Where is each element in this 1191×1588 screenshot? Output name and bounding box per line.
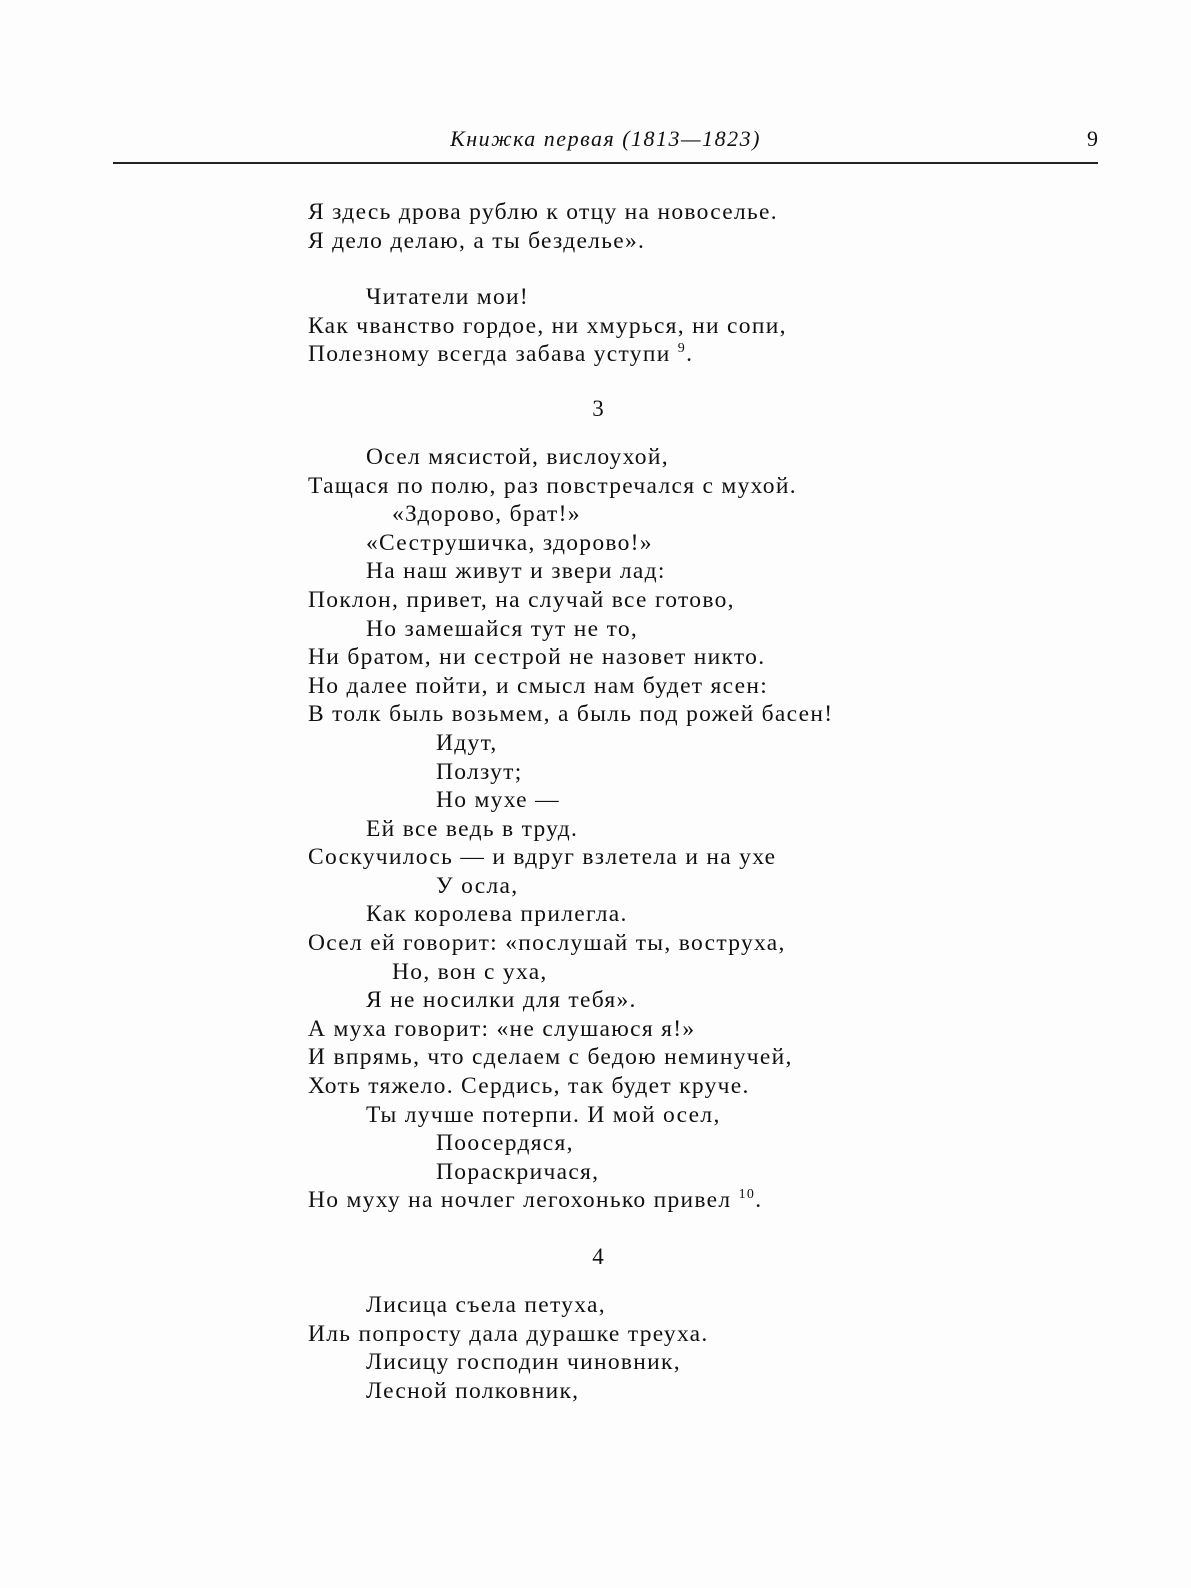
- header-divider: [113, 162, 1098, 164]
- section-number: 4: [592, 1244, 604, 1269]
- verse-line: Как чванство гордое, ни хмурься, ни сопи,: [308, 312, 787, 339]
- page-number: 9: [1087, 126, 1098, 151]
- verse-line: Тащася по полю, раз повстречался с мухой.: [308, 472, 797, 499]
- verse-line: Но, вон с уха,: [392, 958, 548, 985]
- footnote-marker: 9: [677, 341, 687, 357]
- verse-line: Иль попросту дала дурашке треуха.: [308, 1320, 709, 1347]
- section-number: 3: [592, 395, 604, 421]
- verse-line: Но мухе —: [436, 787, 560, 814]
- verse-line: Лисица съела петуха,: [366, 1292, 606, 1318]
- verse-line: На наш живут и звери лад:: [366, 558, 666, 585]
- verse-line: [308, 340, 1068, 369]
- verse-line: И впрямь, что сделаем с бедою неминучей,: [308, 1044, 793, 1071]
- verse-line: Хоть тяжело. Сердись, так будет круче.: [308, 1073, 750, 1100]
- verse-line: Пораскричася,: [436, 1158, 600, 1185]
- verse-line: [308, 1186, 1068, 1215]
- verse-line: Я дело делаю, а ты безделье».: [308, 227, 646, 254]
- verse-line: Как королева прилегла.: [366, 901, 628, 928]
- line-end-punctuation: .: [686, 341, 694, 368]
- verse-line: Но далее пойти, и смысл нам будет ясен:: [308, 672, 769, 699]
- verse-line: Осел ей говорит: «послушай ты, воструха,: [308, 930, 786, 957]
- verse-line: Читатели мои!: [366, 284, 530, 311]
- verse-line: «Сеструшичка, здорово!»: [366, 529, 653, 556]
- header-title: Книжка первая (1813—1823): [450, 126, 761, 151]
- footnote-marker: 10: [738, 1187, 756, 1203]
- running-header: [113, 126, 1098, 160]
- verse-line: Ползут;: [436, 758, 523, 785]
- verse-line: Лесной полковник,: [366, 1377, 580, 1404]
- verse-line: Я здесь дрова рублю к отцу на новоселье.: [308, 199, 778, 225]
- verse-text: Полезному всегда забава уступи: [308, 341, 671, 368]
- verse-line: А муха говорит: «не слушаюся я!»: [308, 1015, 696, 1042]
- verse-text: Но муху на ночлег легохонько привел: [308, 1187, 732, 1214]
- verse-line: У осла,: [436, 872, 519, 899]
- verse-line: Осел мясистой, вислоухой,: [366, 443, 669, 470]
- verse-line: Ты лучше потерпи. И мой осел,: [366, 1101, 721, 1128]
- verse-line: Поосердяся,: [436, 1130, 574, 1157]
- verse-line: Соскучилось — и вдруг взлетела и на ухе: [308, 844, 777, 871]
- poem-text: [308, 198, 1068, 1405]
- verse-line: В толк быль возьмем, а быль под рожей басен!: [308, 701, 834, 728]
- line-end-punctuation: .: [755, 1187, 763, 1214]
- verse-line: «Здорово, брат!»: [392, 501, 581, 528]
- verse-line: Ей все ведь в труд.: [366, 815, 579, 842]
- verse-line: Поклон, привет, на случай все готово,: [308, 586, 735, 613]
- verse-line: Идут,: [436, 729, 498, 756]
- verse-line: Но замешайся тут не то,: [366, 615, 639, 642]
- verse-line: Лисицу господин чиновник,: [366, 1349, 681, 1376]
- verse-line: Ни братом, ни сестрой не назовет никто.: [308, 644, 766, 671]
- verse-line: Я не носилки для тебя».: [366, 987, 637, 1014]
